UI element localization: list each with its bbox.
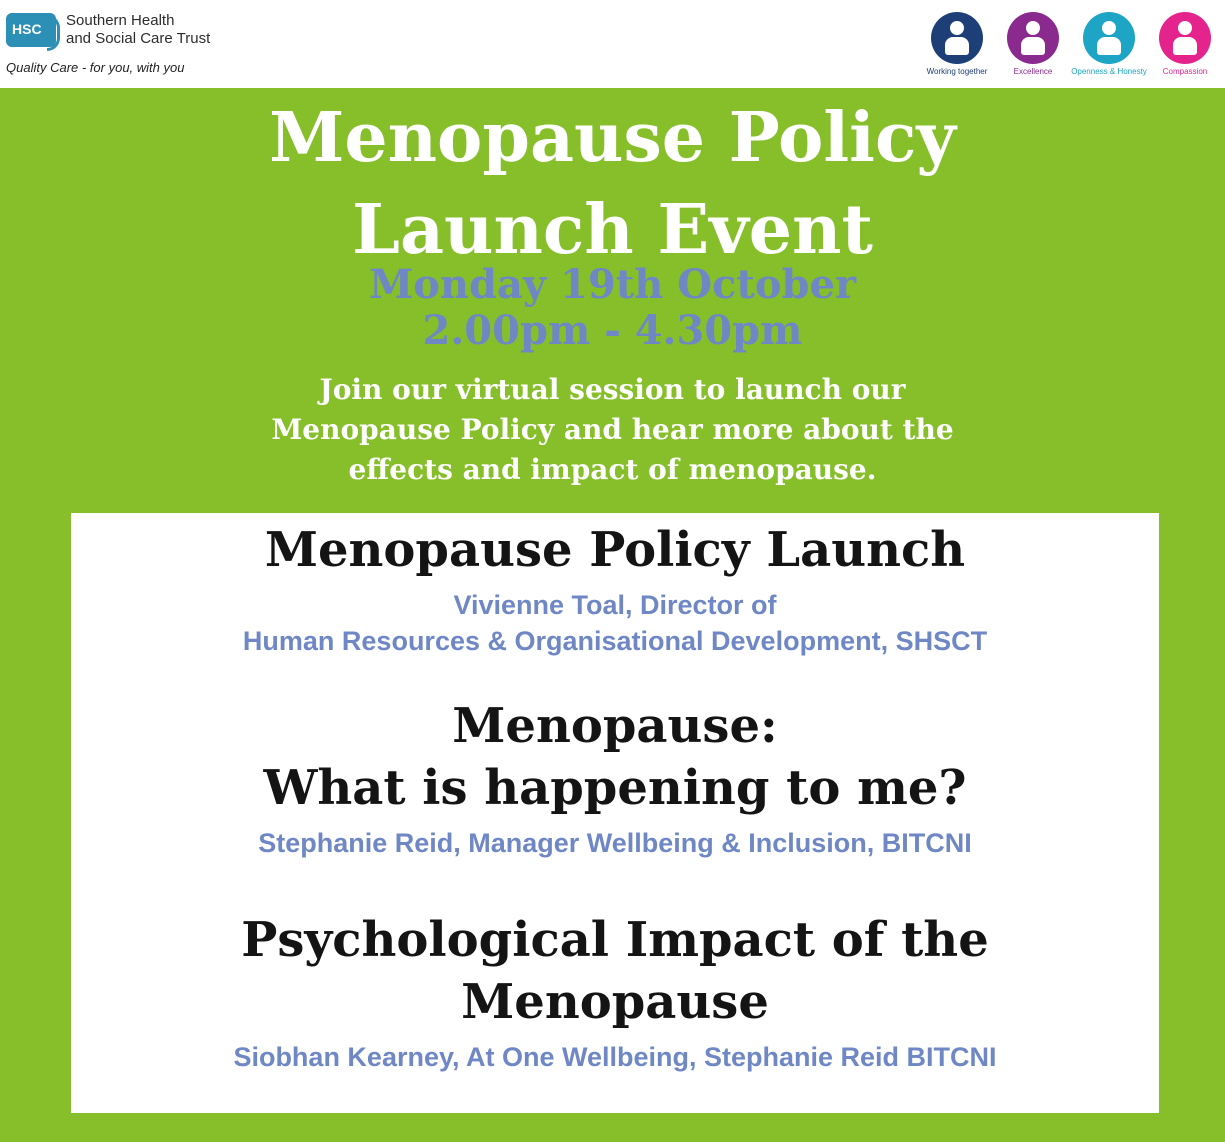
value-label: Openness & Honesty: [1071, 67, 1147, 76]
session-title-line: Menopause: [461, 974, 769, 1030]
value-compassion: [1147, 12, 1223, 76]
trust-name-line1: Southern Health: [66, 12, 175, 29]
session-speaker-line: Vivienne Toal, Director of: [453, 590, 777, 620]
compassion-icon: [1159, 12, 1211, 64]
session-title-line: Menopause Policy Launch: [264, 522, 966, 578]
value-label: Compassion: [1162, 67, 1208, 76]
event-datetime: [0, 262, 1225, 354]
session-title: [71, 519, 1159, 581]
agenda-panel: [71, 513, 1159, 1113]
excellence-icon: [1007, 12, 1059, 64]
event-title: [0, 92, 1225, 276]
event-intro-line3: effects and impact of menopause.: [348, 453, 877, 486]
trust-name: [66, 12, 210, 48]
hsc-logo-text: HSC: [12, 21, 42, 37]
session-title-line: Psychological Impact of the: [241, 912, 989, 968]
event-title-line2: Launch Event: [352, 190, 873, 270]
tagline: Quality Care - for you, with you: [6, 60, 185, 75]
value-label: Working together: [926, 67, 988, 76]
event-intro: [0, 370, 1225, 490]
session-title: [71, 909, 1159, 1033]
session-speaker-line: Human Resources & Organisational Development, SHSCT: [242, 626, 988, 656]
session-speaker-line: Siobhan Kearney, At One Wellbeing, Stephanie Reid BITCNI: [233, 1042, 997, 1072]
header: [0, 0, 1225, 88]
trust-name-line2: and Social Care Trust: [66, 30, 211, 47]
event-time: 2.00pm - 4.30pm: [422, 307, 803, 354]
session-speaker: [71, 825, 1159, 861]
event-intro-line1: Join our virtual session to launch our: [319, 373, 906, 406]
hsc-logo-icon: [6, 13, 56, 47]
session-title: [71, 695, 1159, 819]
working-together-icon: [931, 12, 983, 64]
session-speaker: [71, 587, 1159, 659]
session-title-line: What is happening to me?: [263, 760, 967, 816]
trust-logo: [6, 12, 210, 48]
value-label: Excellence: [1013, 67, 1053, 76]
value-openness-honesty: [1071, 12, 1147, 76]
trust-values: [919, 12, 1223, 76]
session-title-line: Menopause:: [452, 698, 778, 754]
value-working-together: [919, 12, 995, 76]
event-title-line1: Menopause Policy: [269, 98, 956, 178]
event-intro-line2: Menopause Policy and hear more about the: [271, 413, 954, 446]
openness-honesty-icon: [1083, 12, 1135, 64]
event-date: Monday 19th October: [368, 261, 857, 308]
value-excellence: [995, 12, 1071, 76]
session-speaker: [71, 1039, 1159, 1075]
session-speaker-line: Stephanie Reid, Manager Wellbeing & Inclusion, BITCNI: [258, 828, 972, 858]
